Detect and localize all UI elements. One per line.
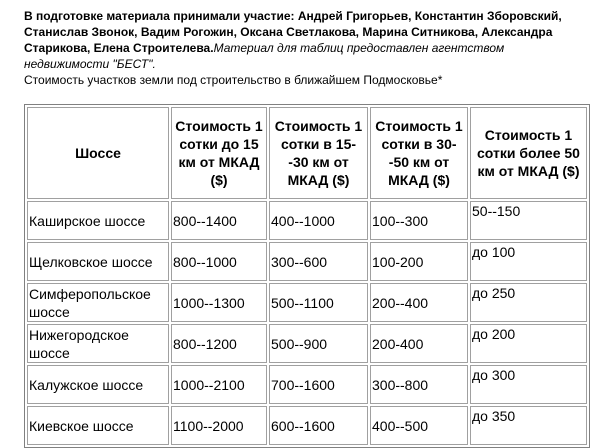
cell-price: 800--1000 (171, 242, 267, 281)
cell-price: 700--1600 (269, 365, 368, 404)
cell-price: 100-200 (370, 242, 468, 281)
credits-text: В подготовке материала принимали участие: Андрей Григорьев, Константин Зборовский, Станислав Звонок, Вадим Рогожин, Оксана Светлакова, Марина Ситникова, Александра Старикова, Елена Строителева. (24, 9, 562, 55)
cell-price: 200-400 (370, 324, 468, 363)
header-highway: Шоссе (27, 107, 169, 199)
cell-price: 600--1600 (269, 406, 368, 445)
cell-price: 50--150 (470, 201, 587, 240)
source-note: Материал для таблиц предоставлен агентством недвижимости "БЕСТ". (24, 41, 505, 71)
cell-price: 200--400 (370, 283, 468, 322)
cell-price: 800--1400 (171, 201, 267, 240)
table-row (27, 242, 587, 281)
cell-price: 1100--2000 (171, 406, 267, 445)
header-30-50km: Стоимость 1 сотки в 30--50 км от МКАД ($) (370, 107, 468, 199)
cell-highway: Щелковское шоссе (27, 242, 169, 281)
table-row (27, 365, 587, 404)
table-row (27, 283, 587, 322)
cell-highway: Каширское шоссе (27, 201, 169, 240)
cell-price: до 250 (470, 283, 587, 322)
cell-price: 500--900 (269, 324, 368, 363)
land-price-table (24, 104, 590, 448)
header-up-to-15km: Стоимость 1 сотки до 15 км от МКАД ($) (171, 107, 267, 199)
cell-highway: Симферопольское шоссе (27, 283, 169, 322)
cell-price: 300--600 (269, 242, 368, 281)
cell-price: 1000--2100 (171, 365, 267, 404)
header-over-50km: Стоимость 1 сотки более 50 км от МКАД ($) (470, 107, 587, 199)
cell-price: 400--500 (370, 406, 468, 445)
table-row (27, 406, 587, 445)
cell-highway: Калужское шоссе (27, 365, 169, 404)
table-caption: Стоимость участков земли под строительство в ближайшем Подмосковье* (24, 73, 443, 87)
cell-highway: Киевское шоссе (27, 406, 169, 445)
cell-price: 800--1200 (171, 324, 267, 363)
cell-price: до 350 (470, 406, 587, 445)
cell-price: до 200 (470, 324, 587, 363)
cell-price: до 100 (470, 242, 587, 281)
header-15-30km: Стоимость 1 сотки в 15--30 км от МКАД ($) (269, 107, 368, 199)
table-row (27, 201, 587, 240)
cell-price: 400--1000 (269, 201, 368, 240)
table-row (27, 324, 587, 363)
cell-highway: Нижегородское шоссе (27, 324, 169, 363)
cell-price: 100--300 (370, 201, 468, 240)
cell-price: 500--1100 (269, 283, 368, 322)
cell-price: до 300 (470, 365, 587, 404)
intro-text (24, 8, 592, 88)
table-header-row (27, 107, 587, 199)
cell-price: 300--800 (370, 365, 468, 404)
cell-price: 1000--1300 (171, 283, 267, 322)
